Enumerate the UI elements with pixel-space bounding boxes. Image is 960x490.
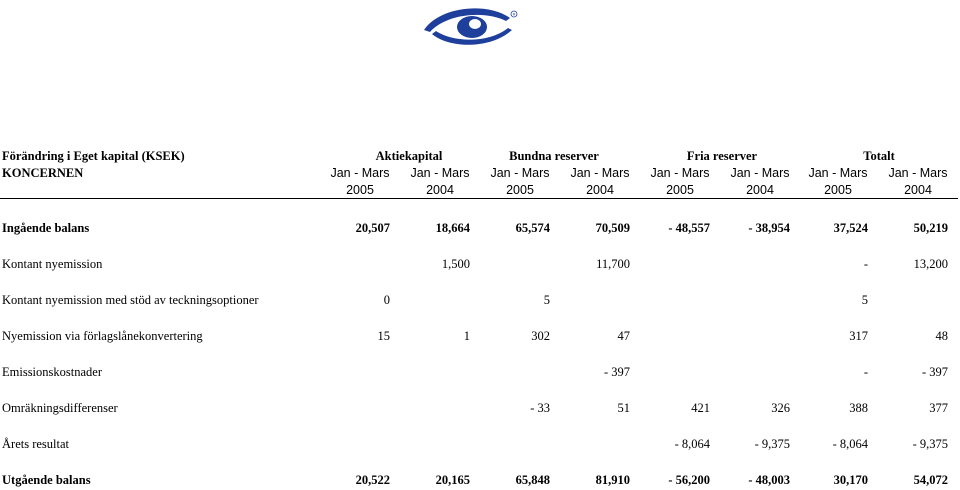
- table-cell: 377: [929, 401, 948, 415]
- column-period: Jan - Mars: [410, 166, 470, 180]
- row-label: Utgående balans: [2, 473, 91, 487]
- table-cell: 15: [377, 329, 390, 343]
- table-cell: 37,524: [833, 221, 868, 235]
- table-cell: 30,170: [833, 473, 868, 487]
- table-cell: 65,574: [515, 221, 550, 235]
- eye-logo-icon: [418, 0, 524, 52]
- column-period: Jan - Mars: [730, 166, 790, 180]
- table-cell: -: [863, 365, 868, 379]
- column-year: 2005: [824, 183, 852, 197]
- row-label: Kontant nyemission med stöd av teckningsoptioner: [2, 293, 259, 307]
- table-cell: 54,072: [913, 473, 948, 487]
- svg-text:R: R: [512, 11, 516, 17]
- page-title: Förändring i Eget kapital (KSEK): [2, 149, 185, 163]
- row-label: Årets resultat: [2, 437, 69, 451]
- table-cell: - 9,375: [912, 437, 948, 451]
- row-label: Emissionskostnader: [2, 365, 102, 379]
- table-cell: - 397: [921, 365, 948, 379]
- table-cell: 388: [849, 401, 868, 415]
- table-cell: 302: [531, 329, 550, 343]
- table-cell: - 56,200: [668, 473, 710, 487]
- column-period: Jan - Mars: [650, 166, 710, 180]
- table-cell: 20,522: [355, 473, 390, 487]
- column-year: 2004: [426, 183, 454, 197]
- row-label: Ingående balans: [2, 221, 90, 235]
- table-cell: - 48,003: [748, 473, 790, 487]
- group-header-bundna-reserver: Bundna reserver: [509, 149, 599, 163]
- group-header-aktiekapital: Aktiekapital: [375, 149, 443, 163]
- table-cell: 20,165: [435, 473, 470, 487]
- column-year: 2005: [346, 183, 374, 197]
- table-cell: - 8,064: [832, 437, 868, 451]
- table-cell: 47: [617, 329, 630, 343]
- table-cell: 0: [383, 293, 390, 307]
- table-cell: - 8,064: [674, 437, 710, 451]
- page-subtitle: KONCERNEN: [2, 166, 84, 180]
- table-cell: 317: [849, 329, 868, 343]
- table-cell: 50,219: [913, 221, 948, 235]
- table-cell: 81,910: [595, 473, 630, 487]
- column-year: 2004: [904, 183, 932, 197]
- column-year: 2004: [746, 183, 774, 197]
- table-cell: 70,509: [595, 221, 630, 235]
- table-cell: 1: [463, 329, 470, 343]
- table-cell: 5: [543, 293, 550, 307]
- row-label: Kontant nyemission: [2, 257, 103, 271]
- column-period: Jan - Mars: [888, 166, 948, 180]
- header-divider: [0, 198, 958, 199]
- table-cell: - 48,557: [668, 221, 710, 235]
- table-cell: - 38,954: [748, 221, 790, 235]
- table-cell: - 397: [603, 365, 630, 379]
- table-cell: 13,200: [913, 257, 948, 271]
- table-cell: 326: [771, 401, 790, 415]
- column-year: 2005: [506, 183, 534, 197]
- table-cell: - 9,375: [754, 437, 790, 451]
- table-cell: 48: [935, 329, 948, 343]
- table-cell: 65,848: [515, 473, 550, 487]
- table-cell: 11,700: [596, 257, 630, 271]
- column-year: 2004: [586, 183, 614, 197]
- column-period: Jan - Mars: [330, 166, 390, 180]
- row-label: Omräkningsdifferenser: [2, 401, 118, 415]
- group-header-fria-reserver: Fria reserver: [686, 149, 758, 163]
- table-cell: 5: [861, 293, 868, 307]
- column-year: 2005: [666, 183, 694, 197]
- column-period: Jan - Mars: [808, 166, 868, 180]
- table-cell: 18,664: [435, 221, 470, 235]
- column-period: Jan - Mars: [490, 166, 550, 180]
- table-cell: 20,507: [355, 221, 390, 235]
- table-cell: - 33: [530, 401, 550, 415]
- column-period: Jan - Mars: [570, 166, 630, 180]
- table-cell: 421: [691, 401, 710, 415]
- table-cell: 1,500: [441, 257, 470, 271]
- table-cell: 51: [617, 401, 630, 415]
- row-label: Nyemission via förlagslånekonvertering: [2, 329, 203, 343]
- table-cell: -: [863, 257, 868, 271]
- group-header-totalt: Totalt: [863, 149, 895, 163]
